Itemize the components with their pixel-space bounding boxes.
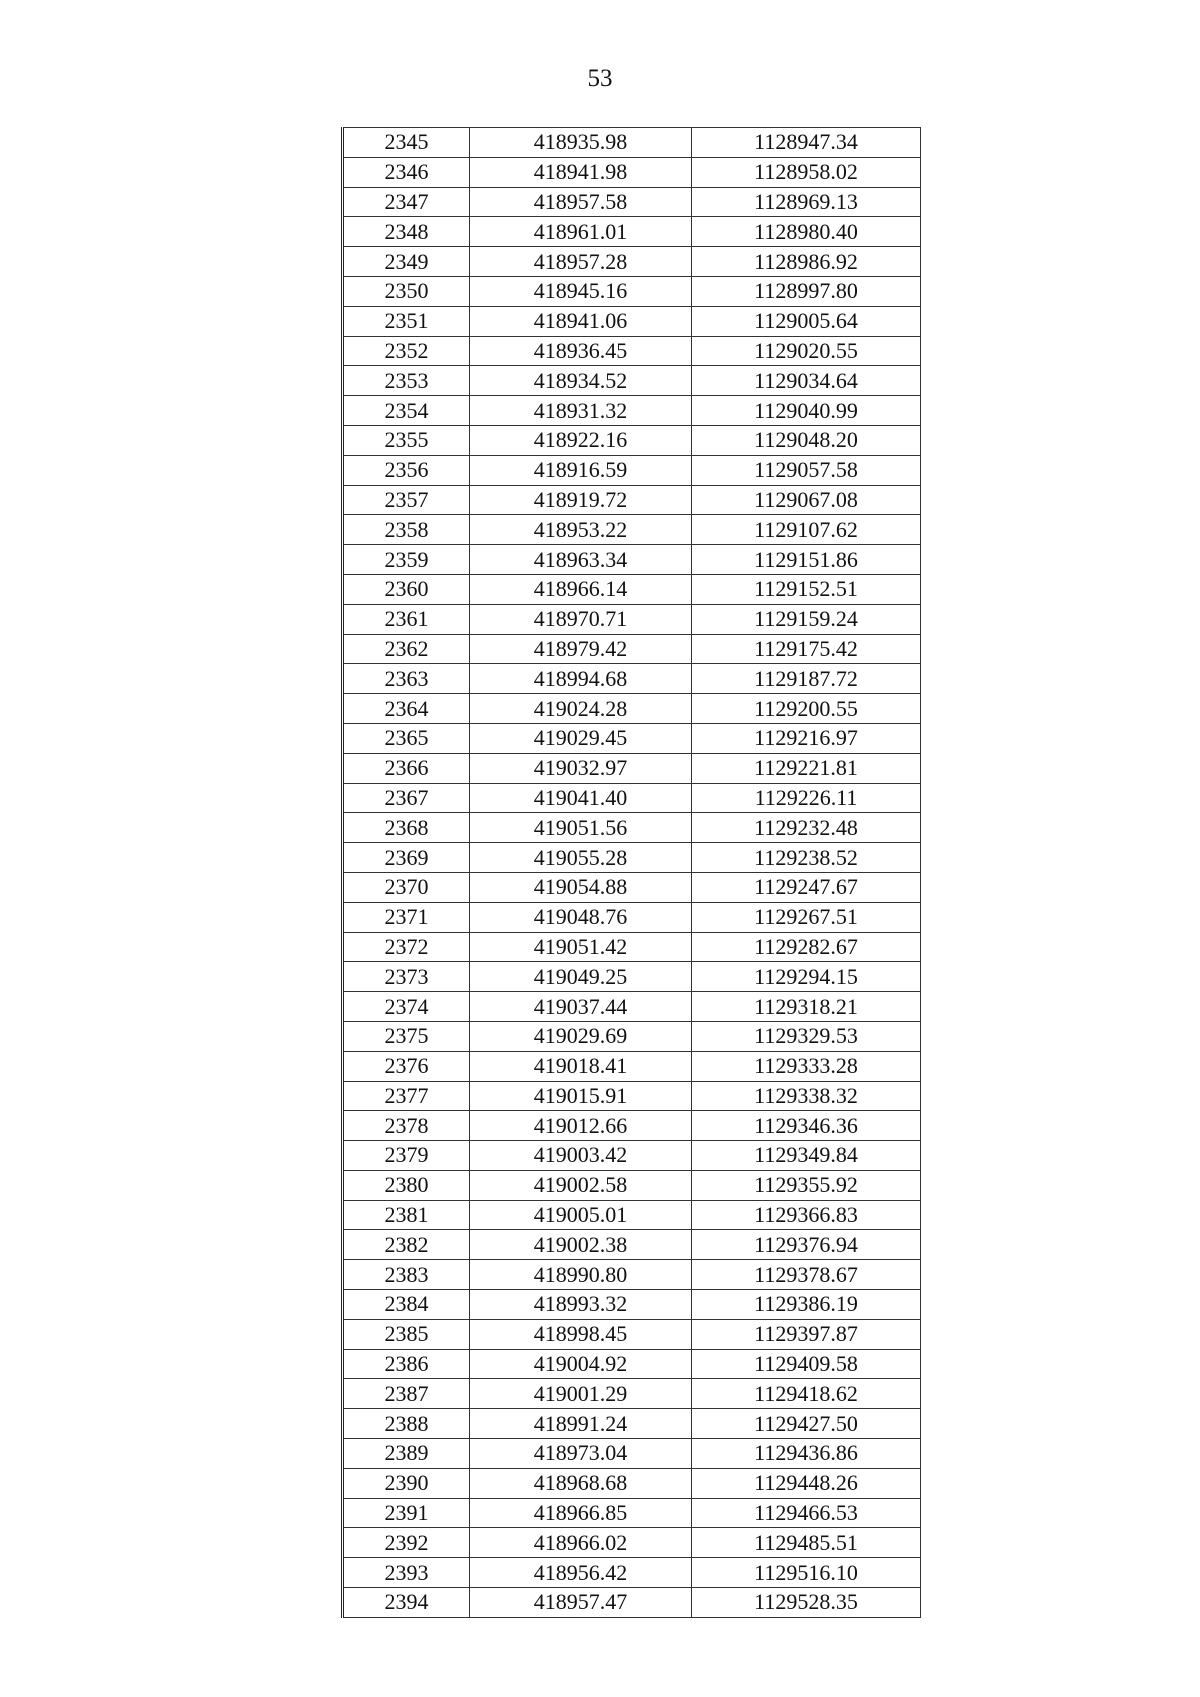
y-coordinate-cell: 1129528.35 [692,1588,921,1618]
x-coordinate-cell: 418957.28 [470,247,692,277]
y-coordinate-cell: 1129221.81 [692,753,921,783]
coordinates-table [341,127,921,1618]
x-coordinate-cell: 418966.02 [470,1528,692,1558]
table-row [343,1468,921,1498]
x-coordinate-cell: 418963.34 [470,545,692,575]
x-coordinate-cell: 418916.59 [470,455,692,485]
point-number-cell: 2354 [343,396,470,426]
y-coordinate-cell: 1129020.55 [692,336,921,366]
x-coordinate-cell: 418957.47 [470,1588,692,1618]
x-coordinate-cell: 419018.41 [470,1051,692,1081]
x-coordinate-cell: 418961.01 [470,217,692,247]
x-coordinate-cell: 418945.16 [470,276,692,306]
point-number-cell: 2381 [343,1200,470,1230]
table-row [343,1349,921,1379]
point-number-cell: 2386 [343,1349,470,1379]
y-coordinate-cell: 1129355.92 [692,1170,921,1200]
point-number-cell: 2357 [343,485,470,515]
table-row [343,992,921,1022]
y-coordinate-cell: 1129366.83 [692,1200,921,1230]
table-row [343,1200,921,1230]
point-number-cell: 2387 [343,1379,470,1409]
table-row [343,1170,921,1200]
table-row [343,1260,921,1290]
point-number-cell: 2382 [343,1230,470,1260]
point-number-cell: 2348 [343,217,470,247]
x-coordinate-cell: 418990.80 [470,1260,692,1290]
table-row [343,276,921,306]
table-row [343,545,921,575]
y-coordinate-cell: 1129333.28 [692,1051,921,1081]
y-coordinate-cell: 1128980.40 [692,217,921,247]
y-coordinate-cell: 1129034.64 [692,366,921,396]
table-body [343,128,921,1618]
table-row [343,128,921,158]
y-coordinate-cell: 1128986.92 [692,247,921,277]
x-coordinate-cell: 418968.68 [470,1468,692,1498]
y-coordinate-cell: 1129187.72 [692,664,921,694]
x-coordinate-cell: 418973.04 [470,1439,692,1469]
y-coordinate-cell: 1129418.62 [692,1379,921,1409]
x-coordinate-cell: 419015.91 [470,1081,692,1111]
table-row [343,1528,921,1558]
y-coordinate-cell: 1129397.87 [692,1319,921,1349]
table-row [343,1230,921,1260]
point-number-cell: 2353 [343,366,470,396]
x-coordinate-cell: 418941.06 [470,306,692,336]
y-coordinate-cell: 1129226.11 [692,783,921,813]
x-coordinate-cell: 418941.98 [470,157,692,187]
point-number-cell: 2389 [343,1439,470,1469]
point-number-cell: 2358 [343,515,470,545]
table-row [343,306,921,336]
x-coordinate-cell: 419001.29 [470,1379,692,1409]
y-coordinate-cell: 1129005.64 [692,306,921,336]
y-coordinate-cell: 1129067.08 [692,485,921,515]
x-coordinate-cell: 418919.72 [470,485,692,515]
x-coordinate-cell: 419029.69 [470,1021,692,1051]
y-coordinate-cell: 1129151.86 [692,545,921,575]
point-number-cell: 2377 [343,1081,470,1111]
table-row [343,694,921,724]
point-number-cell: 2384 [343,1290,470,1320]
table-row [343,1439,921,1469]
x-coordinate-cell: 419004.92 [470,1349,692,1379]
point-number-cell: 2390 [343,1468,470,1498]
y-coordinate-cell: 1129057.58 [692,455,921,485]
table-row [343,1409,921,1439]
x-coordinate-cell: 419029.45 [470,723,692,753]
x-coordinate-cell: 419041.40 [470,783,692,813]
table-row [343,783,921,813]
x-coordinate-cell: 418922.16 [470,425,692,455]
point-number-cell: 2347 [343,187,470,217]
y-coordinate-cell: 1129200.55 [692,694,921,724]
table-row [343,515,921,545]
x-coordinate-cell: 419003.42 [470,1141,692,1171]
y-coordinate-cell: 1129386.19 [692,1290,921,1320]
y-coordinate-cell: 1129448.26 [692,1468,921,1498]
table-row [343,574,921,604]
x-coordinate-cell: 419054.88 [470,872,692,902]
table-row [343,455,921,485]
point-number-cell: 2359 [343,545,470,575]
x-coordinate-cell: 418931.32 [470,396,692,426]
x-coordinate-cell: 418936.45 [470,336,692,366]
point-number-cell: 2361 [343,604,470,634]
table-row [343,336,921,366]
point-number-cell: 2383 [343,1260,470,1290]
point-number-cell: 2369 [343,843,470,873]
point-number-cell: 2368 [343,813,470,843]
point-number-cell: 2350 [343,276,470,306]
y-coordinate-cell: 1129376.94 [692,1230,921,1260]
point-number-cell: 2346 [343,157,470,187]
y-coordinate-cell: 1129329.53 [692,1021,921,1051]
point-number-cell: 2393 [343,1558,470,1588]
table-row [343,634,921,664]
point-number-cell: 2367 [343,783,470,813]
point-number-cell: 2391 [343,1498,470,1528]
point-number-cell: 2370 [343,872,470,902]
y-coordinate-cell: 1129282.67 [692,932,921,962]
point-number-cell: 2366 [343,753,470,783]
y-coordinate-cell: 1129427.50 [692,1409,921,1439]
x-coordinate-cell: 419037.44 [470,992,692,1022]
x-coordinate-cell: 419049.25 [470,962,692,992]
x-coordinate-cell: 419024.28 [470,694,692,724]
table-row [343,1558,921,1588]
table-row [343,157,921,187]
y-coordinate-cell: 1129216.97 [692,723,921,753]
y-coordinate-cell: 1129175.42 [692,634,921,664]
x-coordinate-cell: 419051.42 [470,932,692,962]
x-coordinate-cell: 418966.14 [470,574,692,604]
table-row [343,1021,921,1051]
x-coordinate-cell: 418998.45 [470,1319,692,1349]
point-number-cell: 2385 [343,1319,470,1349]
y-coordinate-cell: 1129294.15 [692,962,921,992]
table-row [343,932,921,962]
table-row [343,1290,921,1320]
table-row [343,1498,921,1528]
table-row [343,217,921,247]
y-coordinate-cell: 1128958.02 [692,157,921,187]
point-number-cell: 2379 [343,1141,470,1171]
point-number-cell: 2365 [343,723,470,753]
point-number-cell: 2371 [343,902,470,932]
y-coordinate-cell: 1129318.21 [692,992,921,1022]
table-row [343,962,921,992]
table-row [343,1379,921,1409]
table-row [343,813,921,843]
x-coordinate-cell: 419055.28 [470,843,692,873]
x-coordinate-cell: 418934.52 [470,366,692,396]
x-coordinate-cell: 418993.32 [470,1290,692,1320]
x-coordinate-cell: 418970.71 [470,604,692,634]
y-coordinate-cell: 1129516.10 [692,1558,921,1588]
y-coordinate-cell: 1129466.53 [692,1498,921,1528]
y-coordinate-cell: 1128997.80 [692,276,921,306]
table-row [343,425,921,455]
table-row [343,187,921,217]
point-number-cell: 2351 [343,306,470,336]
y-coordinate-cell: 1129349.84 [692,1141,921,1171]
table-row [343,1051,921,1081]
table-row [343,366,921,396]
y-coordinate-cell: 1129232.48 [692,813,921,843]
x-coordinate-cell: 418994.68 [470,664,692,694]
table-row [343,1081,921,1111]
point-number-cell: 2375 [343,1021,470,1051]
y-coordinate-cell: 1129040.99 [692,396,921,426]
x-coordinate-cell: 418957.58 [470,187,692,217]
x-coordinate-cell: 419002.38 [470,1230,692,1260]
x-coordinate-cell: 418979.42 [470,634,692,664]
x-coordinate-cell: 419032.97 [470,753,692,783]
x-coordinate-cell: 419005.01 [470,1200,692,1230]
table-row [343,664,921,694]
y-coordinate-cell: 1129238.52 [692,843,921,873]
y-coordinate-cell: 1128947.34 [692,128,921,158]
point-number-cell: 2364 [343,694,470,724]
y-coordinate-cell: 1129378.67 [692,1260,921,1290]
table-row [343,247,921,277]
x-coordinate-cell: 419012.66 [470,1111,692,1141]
point-number-cell: 2380 [343,1170,470,1200]
y-coordinate-cell: 1129338.32 [692,1081,921,1111]
point-number-cell: 2360 [343,574,470,604]
y-coordinate-cell: 1128969.13 [692,187,921,217]
table-row [343,1111,921,1141]
x-coordinate-cell: 418935.98 [470,128,692,158]
table-row [343,723,921,753]
y-coordinate-cell: 1129247.67 [692,872,921,902]
table-row [343,1319,921,1349]
y-coordinate-cell: 1129107.62 [692,515,921,545]
table-row [343,753,921,783]
y-coordinate-cell: 1129409.58 [692,1349,921,1379]
x-coordinate-cell: 418956.42 [470,1558,692,1588]
point-number-cell: 2374 [343,992,470,1022]
table-row [343,485,921,515]
x-coordinate-cell: 418991.24 [470,1409,692,1439]
table-row [343,843,921,873]
table-row [343,872,921,902]
x-coordinate-cell: 419002.58 [470,1170,692,1200]
table-row [343,902,921,932]
point-number-cell: 2372 [343,932,470,962]
y-coordinate-cell: 1129152.51 [692,574,921,604]
point-number-cell: 2349 [343,247,470,277]
x-coordinate-cell: 419048.76 [470,902,692,932]
point-number-cell: 2345 [343,128,470,158]
table-row [343,396,921,426]
point-number-cell: 2376 [343,1051,470,1081]
x-coordinate-cell: 418966.85 [470,1498,692,1528]
x-coordinate-cell: 418953.22 [470,515,692,545]
point-number-cell: 2378 [343,1111,470,1141]
point-number-cell: 2388 [343,1409,470,1439]
point-number-cell: 2356 [343,455,470,485]
table-row [343,1588,921,1618]
page-number: 53 [587,65,613,92]
table-row [343,1141,921,1171]
point-number-cell: 2392 [343,1528,470,1558]
x-coordinate-cell: 419051.56 [470,813,692,843]
y-coordinate-cell: 1129048.20 [692,425,921,455]
y-coordinate-cell: 1129436.86 [692,1439,921,1469]
y-coordinate-cell: 1129159.24 [692,604,921,634]
point-number-cell: 2373 [343,962,470,992]
y-coordinate-cell: 1129267.51 [692,902,921,932]
point-number-cell: 2394 [343,1588,470,1618]
point-number-cell: 2355 [343,425,470,455]
point-number-cell: 2352 [343,336,470,366]
table-row [343,604,921,634]
y-coordinate-cell: 1129346.36 [692,1111,921,1141]
point-number-cell: 2363 [343,664,470,694]
y-coordinate-cell: 1129485.51 [692,1528,921,1558]
point-number-cell: 2362 [343,634,470,664]
